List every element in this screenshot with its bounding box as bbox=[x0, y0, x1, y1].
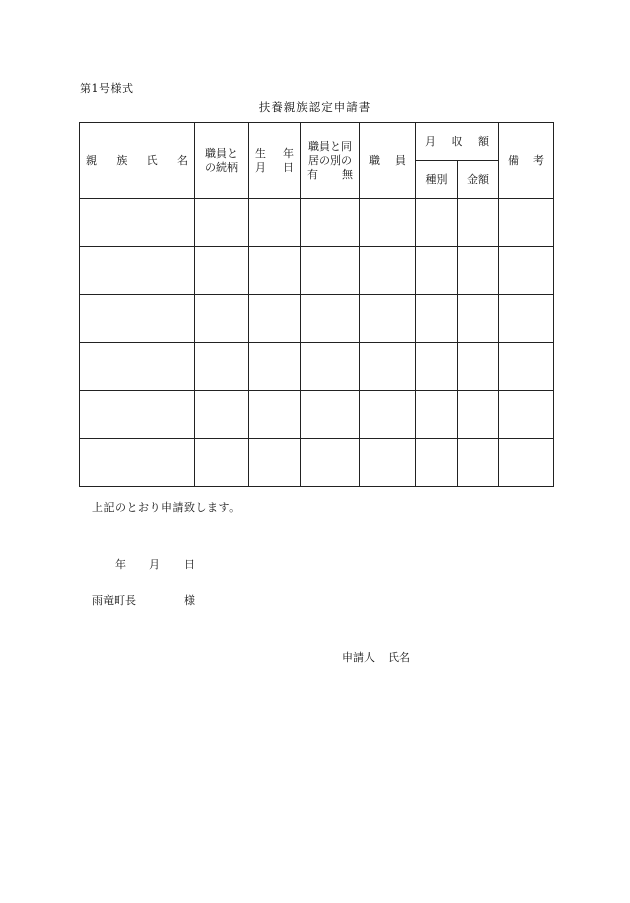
cell-remarks[interactable] bbox=[499, 391, 554, 439]
header-income-char: 月 bbox=[425, 134, 436, 148]
header-employee-char: 員 bbox=[395, 153, 406, 167]
cell-income-type[interactable] bbox=[416, 343, 458, 391]
cell-cohabitation[interactable] bbox=[301, 439, 360, 487]
date-year-label: 年 bbox=[115, 558, 126, 571]
header-employee bbox=[360, 123, 416, 199]
cell-employee[interactable] bbox=[360, 439, 416, 487]
cell-relation[interactable] bbox=[195, 391, 249, 439]
application-statement: 上記のとおり申請致します。 bbox=[92, 501, 241, 514]
cell-birthdate[interactable] bbox=[249, 295, 301, 343]
cell-birthdate[interactable] bbox=[249, 199, 301, 247]
header-birth-char: 月 bbox=[255, 160, 266, 174]
cell-relation[interactable] bbox=[195, 295, 249, 343]
addressee-name: 雨竜町長 bbox=[92, 594, 136, 607]
header-cohabit-line1: 職員と同 bbox=[308, 139, 352, 153]
header-birth-char: 日 bbox=[283, 160, 294, 174]
cell-family-name[interactable] bbox=[80, 295, 195, 343]
form-number: 第1号様式 bbox=[80, 82, 134, 95]
cell-birthdate[interactable] bbox=[249, 343, 301, 391]
table-row bbox=[80, 247, 554, 295]
cell-employee[interactable] bbox=[360, 295, 416, 343]
header-remarks-char: 考 bbox=[533, 153, 544, 167]
cell-income-amount[interactable] bbox=[458, 439, 499, 487]
cell-family-name[interactable] bbox=[80, 199, 195, 247]
cell-employee[interactable] bbox=[360, 199, 416, 247]
table-row bbox=[80, 295, 554, 343]
table-row bbox=[80, 343, 554, 391]
cell-relation[interactable] bbox=[195, 439, 249, 487]
header-birth-char: 年 bbox=[283, 146, 294, 160]
header-income-char: 額 bbox=[478, 134, 489, 148]
cell-remarks[interactable] bbox=[499, 199, 554, 247]
cell-income-type[interactable] bbox=[416, 391, 458, 439]
cell-birthdate[interactable] bbox=[249, 247, 301, 295]
cell-birthdate[interactable] bbox=[249, 439, 301, 487]
header-family-name-char: 名 bbox=[176, 153, 188, 167]
header-birthdate bbox=[249, 123, 301, 199]
cell-birthdate[interactable] bbox=[249, 391, 301, 439]
header-family-name-char: 族 bbox=[116, 153, 128, 167]
header-cohabitation bbox=[301, 123, 360, 199]
header-income-amount: 金額 bbox=[458, 161, 499, 199]
header-relation bbox=[195, 123, 249, 199]
date-month-label: 月 bbox=[149, 558, 160, 571]
header-employee-char: 職 bbox=[369, 153, 380, 167]
cell-cohabitation[interactable] bbox=[301, 295, 360, 343]
cell-income-amount[interactable] bbox=[458, 295, 499, 343]
cell-employee[interactable] bbox=[360, 247, 416, 295]
cell-employee[interactable] bbox=[360, 343, 416, 391]
cell-cohabitation[interactable] bbox=[301, 343, 360, 391]
cell-remarks[interactable] bbox=[499, 295, 554, 343]
cell-income-type[interactable] bbox=[416, 295, 458, 343]
cell-income-amount[interactable] bbox=[458, 247, 499, 295]
cell-income-amount[interactable] bbox=[458, 391, 499, 439]
header-cohabit-char: 無 bbox=[342, 167, 353, 181]
header-monthly-income bbox=[416, 123, 499, 161]
header-cohabit-line2: 居の別の bbox=[308, 153, 352, 167]
cell-family-name[interactable] bbox=[80, 343, 195, 391]
cell-remarks[interactable] bbox=[499, 343, 554, 391]
table-row bbox=[80, 199, 554, 247]
header-relation-line2: の続柄 bbox=[205, 160, 238, 174]
date-day-label: 日 bbox=[184, 558, 195, 571]
cell-income-amount[interactable] bbox=[458, 199, 499, 247]
cell-employee[interactable] bbox=[360, 391, 416, 439]
cell-cohabitation[interactable] bbox=[301, 247, 360, 295]
table-row bbox=[80, 391, 554, 439]
applicant-label: 申請人 bbox=[342, 651, 375, 664]
cell-income-type[interactable] bbox=[416, 199, 458, 247]
header-birth-char: 生 bbox=[255, 146, 266, 160]
cell-relation[interactable] bbox=[195, 343, 249, 391]
cell-relation[interactable] bbox=[195, 247, 249, 295]
cell-income-amount[interactable] bbox=[458, 343, 499, 391]
family-table bbox=[79, 122, 554, 487]
cell-remarks[interactable] bbox=[499, 247, 554, 295]
cell-relation[interactable] bbox=[195, 199, 249, 247]
header-remarks bbox=[499, 123, 554, 199]
header-family-name-char: 氏 bbox=[146, 153, 158, 167]
table-row bbox=[80, 439, 554, 487]
cell-cohabitation[interactable] bbox=[301, 391, 360, 439]
cell-family-name[interactable] bbox=[80, 391, 195, 439]
header-family-name bbox=[80, 123, 195, 199]
header-remarks-char: 備 bbox=[508, 153, 519, 167]
cell-cohabitation[interactable] bbox=[301, 199, 360, 247]
header-cohabit-char: 有 bbox=[307, 167, 318, 181]
cell-income-type[interactable] bbox=[416, 247, 458, 295]
applicant-name-label: 氏名 bbox=[388, 651, 410, 664]
cell-remarks[interactable] bbox=[499, 439, 554, 487]
header-income-type: 種別 bbox=[416, 161, 458, 199]
header-family-name-char: 親 bbox=[86, 153, 97, 167]
header-relation-line1: 職員と bbox=[205, 146, 238, 160]
cell-income-type[interactable] bbox=[416, 439, 458, 487]
addressee-honorific: 様 bbox=[184, 594, 195, 607]
header-income-char: 収 bbox=[451, 134, 463, 148]
cell-family-name[interactable] bbox=[80, 439, 195, 487]
form-title: 扶養親族認定申請書 bbox=[258, 100, 372, 114]
cell-family-name[interactable] bbox=[80, 247, 195, 295]
